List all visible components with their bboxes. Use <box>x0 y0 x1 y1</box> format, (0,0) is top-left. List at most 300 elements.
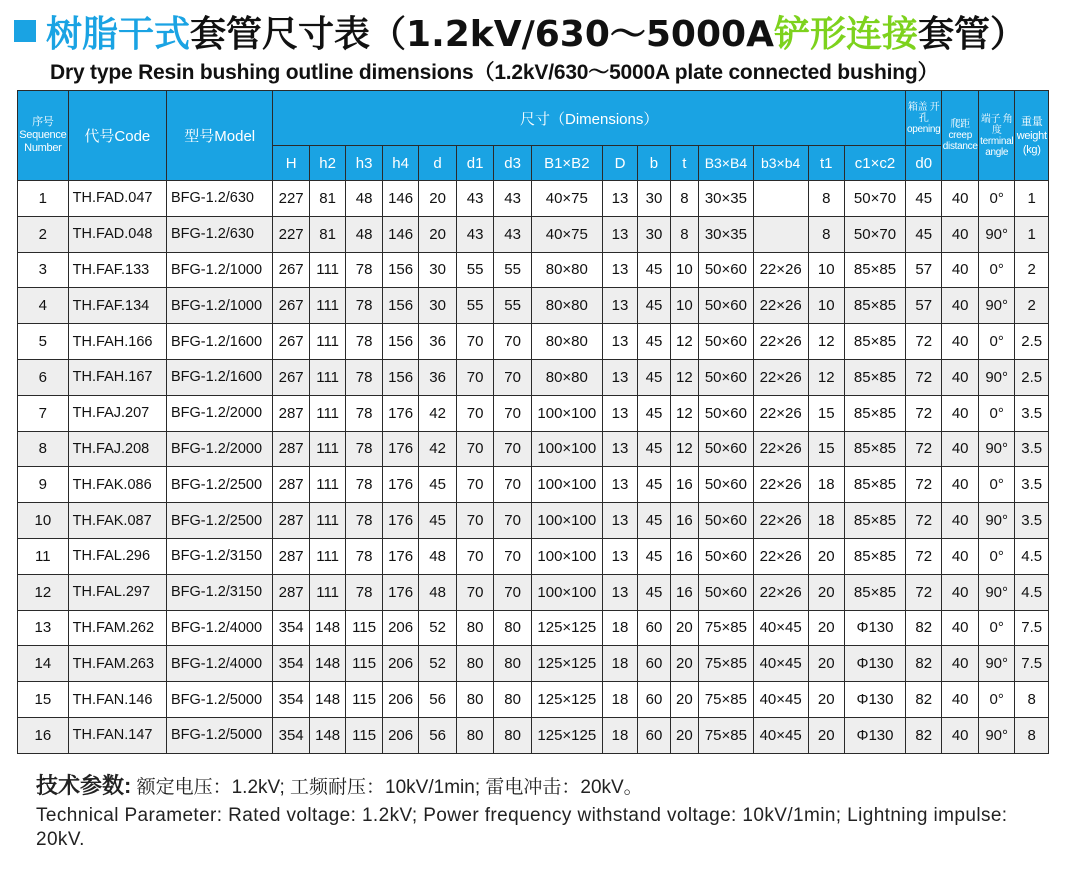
table-cell: 176 <box>382 574 418 610</box>
table-cell: 20 <box>808 538 844 574</box>
table-cell: 100×100 <box>531 574 602 610</box>
table-cell: 90° <box>978 288 1014 324</box>
table-cell: 22×26 <box>753 503 808 539</box>
table-row <box>18 324 1049 360</box>
table-cell: 111 <box>309 503 345 539</box>
table-cell: 40 <box>942 395 978 431</box>
table-cell: 40 <box>942 359 978 395</box>
table-cell: 3.5 <box>1015 431 1049 467</box>
table-cell: 82 <box>905 717 941 753</box>
table-cell: TH.FAF.134 <box>68 288 166 324</box>
table-cell: 42 <box>419 431 457 467</box>
table-cell: 52 <box>419 610 457 646</box>
table-cell: 55 <box>456 252 494 288</box>
table-cell: 16 <box>670 574 698 610</box>
table-cell: 85×85 <box>845 467 906 503</box>
table-cell: 10 <box>670 252 698 288</box>
table-cell: 70 <box>494 467 532 503</box>
table-cell: 125×125 <box>531 610 602 646</box>
table-cell: 90° <box>978 503 1014 539</box>
table-cell: 45 <box>638 395 670 431</box>
table-cell: 20 <box>808 610 844 646</box>
table-cell: 70 <box>494 431 532 467</box>
table-cell: 45 <box>905 181 941 217</box>
table-cell: 354 <box>273 610 309 646</box>
table-cell: 3.5 <box>1015 467 1049 503</box>
table-cell: 36 <box>419 324 457 360</box>
table-cell: 16 <box>670 503 698 539</box>
table-cell: 0° <box>978 467 1014 503</box>
table-cell: 43 <box>456 181 494 217</box>
col-c1xc2: c1×c2 <box>845 146 906 181</box>
table-cell: 40×45 <box>753 610 808 646</box>
table-cell: 12 <box>670 395 698 431</box>
table-cell: 13 <box>602 216 637 252</box>
table-cell: BFG-1.2/1600 <box>166 359 272 395</box>
table-cell: BFG-1.2/630 <box>166 181 272 217</box>
table-cell: 176 <box>382 431 418 467</box>
header-weight: 重量 weight (kg) <box>1015 91 1049 181</box>
table-cell: TH.FAF.133 <box>68 252 166 288</box>
table-cell: 1 <box>1015 181 1049 217</box>
table-cell: 20 <box>419 216 457 252</box>
table-cell: 80 <box>494 717 532 753</box>
table-cell: 22×26 <box>753 324 808 360</box>
table-cell: 176 <box>382 395 418 431</box>
table-cell: 111 <box>309 324 345 360</box>
table-cell: 6 <box>18 359 69 395</box>
col-d0: d0 <box>905 146 941 181</box>
table-cell: 43 <box>456 216 494 252</box>
table-cell: 267 <box>273 324 309 360</box>
table-cell: 50×60 <box>699 431 754 467</box>
page-title <box>14 6 1026 56</box>
table-cell: 176 <box>382 467 418 503</box>
table-cell <box>753 181 808 217</box>
table-cell: 50×70 <box>845 216 906 252</box>
table-cell: 60 <box>638 682 670 718</box>
table-cell: 146 <box>382 216 418 252</box>
page-subtitle: Dry type Resin bushing outline dimensions（1.2kV/630～5000A plate connected bushing） <box>50 61 939 84</box>
table-cell: 42 <box>419 395 457 431</box>
table-cell: 40 <box>942 431 978 467</box>
header-code: 代号Code <box>68 91 166 181</box>
table-cell: 72 <box>905 324 941 360</box>
table-cell: 70 <box>456 538 494 574</box>
table-cell: 13 <box>602 503 637 539</box>
table-cell: 0° <box>978 252 1014 288</box>
table-cell: TH.FAL.297 <box>68 574 166 610</box>
table-cell: Φ130 <box>845 646 906 682</box>
table-row <box>18 646 1049 682</box>
table-cell: 287 <box>273 503 309 539</box>
table-cell: 354 <box>273 646 309 682</box>
table-cell: BFG-1.2/2000 <box>166 395 272 431</box>
table-cell: 267 <box>273 252 309 288</box>
header-opening: 箱盖 开孔 opening <box>905 91 941 146</box>
table-cell: 30 <box>419 288 457 324</box>
table-cell: 70 <box>456 574 494 610</box>
table-cell: 60 <box>638 610 670 646</box>
table-cell: 13 <box>602 181 637 217</box>
table-cell: 75×85 <box>699 682 754 718</box>
table-cell: 55 <box>456 288 494 324</box>
table-cell: 50×60 <box>699 359 754 395</box>
table-row <box>18 610 1049 646</box>
table-cell: 10 <box>808 288 844 324</box>
table-cell: 0° <box>978 395 1014 431</box>
table-cell: 100×100 <box>531 467 602 503</box>
table-cell: 78 <box>346 395 382 431</box>
table-cell: 80×80 <box>531 359 602 395</box>
table-cell: 7 <box>18 395 69 431</box>
table-cell: 90° <box>978 574 1014 610</box>
header-creep-distance: 爬距 creep distance <box>942 91 978 181</box>
table-cell: 72 <box>905 574 941 610</box>
table-row <box>18 181 1049 217</box>
table-cell: 72 <box>905 359 941 395</box>
table-cell: 206 <box>382 682 418 718</box>
table-cell: BFG-1.2/2500 <box>166 503 272 539</box>
table-cell: 22×26 <box>753 538 808 574</box>
table-cell: 70 <box>456 503 494 539</box>
table-cell: 78 <box>346 324 382 360</box>
table-cell: TH.FAN.146 <box>68 682 166 718</box>
table-cell: 287 <box>273 467 309 503</box>
table-cell: 115 <box>346 717 382 753</box>
table-cell: TH.FAM.262 <box>68 610 166 646</box>
table-cell: 40 <box>942 252 978 288</box>
table-cell: 48 <box>346 181 382 217</box>
table-cell: 9 <box>18 467 69 503</box>
table-cell: 50×60 <box>699 467 754 503</box>
table-cell: 206 <box>382 717 418 753</box>
table-cell: BFG-1.2/3150 <box>166 538 272 574</box>
table-cell: 13 <box>602 395 637 431</box>
table-cell: 2 <box>18 216 69 252</box>
table-cell: 75×85 <box>699 610 754 646</box>
table-cell: 40×45 <box>753 646 808 682</box>
table-cell: 90° <box>978 216 1014 252</box>
table-cell: 4 <box>18 288 69 324</box>
table-cell: 8 <box>808 216 844 252</box>
table-cell: 85×85 <box>845 503 906 539</box>
table-cell: 20 <box>670 717 698 753</box>
table-cell: 176 <box>382 503 418 539</box>
table-cell: 75×85 <box>699 717 754 753</box>
table-cell: 20 <box>808 574 844 610</box>
table-cell: 20 <box>670 610 698 646</box>
table-cell: 16 <box>18 717 69 753</box>
col-B1xB2: B1×B2 <box>531 146 602 181</box>
table-cell: 125×125 <box>531 646 602 682</box>
table-cell: TH.FAD.048 <box>68 216 166 252</box>
col-H: H <box>273 146 309 181</box>
table-cell: 10 <box>18 503 69 539</box>
table-cell: BFG-1.2/2500 <box>166 467 272 503</box>
table-cell: TH.FAL.296 <box>68 538 166 574</box>
table-cell: 115 <box>346 682 382 718</box>
table-cell: 78 <box>346 538 382 574</box>
table-cell: 90° <box>978 431 1014 467</box>
table-cell: 2.5 <box>1015 324 1049 360</box>
table-cell: 80 <box>494 610 532 646</box>
col-D: D <box>602 146 637 181</box>
table-cell: 40 <box>942 538 978 574</box>
table-cell: 100×100 <box>531 431 602 467</box>
table-cell: 85×85 <box>845 359 906 395</box>
table-cell: 22×26 <box>753 395 808 431</box>
table-cell: 82 <box>905 682 941 718</box>
table-cell: 81 <box>309 216 345 252</box>
table-cell: 1 <box>18 181 69 217</box>
table-cell: 90° <box>978 359 1014 395</box>
table-cell: 287 <box>273 431 309 467</box>
col-h2: h2 <box>309 146 345 181</box>
table-row <box>18 252 1049 288</box>
table-cell: 80×80 <box>531 288 602 324</box>
table-cell: 78 <box>346 467 382 503</box>
table-cell: 111 <box>309 288 345 324</box>
table-cell: 80×80 <box>531 324 602 360</box>
table-cell: 40×45 <box>753 717 808 753</box>
table-cell: 22×26 <box>753 359 808 395</box>
table-cell: 125×125 <box>531 717 602 753</box>
table-cell: TH.FAK.086 <box>68 467 166 503</box>
table-cell: 13 <box>602 359 637 395</box>
table-cell: 2 <box>1015 252 1049 288</box>
table-row <box>18 216 1049 252</box>
table-cell: 78 <box>346 252 382 288</box>
table-cell: 16 <box>670 538 698 574</box>
table-cell: 70 <box>456 395 494 431</box>
table-cell: 70 <box>494 538 532 574</box>
table-cell: 0° <box>978 324 1014 360</box>
table-cell: 45 <box>638 503 670 539</box>
table-cell: 78 <box>346 288 382 324</box>
table-cell: 40 <box>942 717 978 753</box>
table-body <box>18 181 1049 754</box>
col-t1: t1 <box>808 146 844 181</box>
table-cell: 30×35 <box>699 216 754 252</box>
table-cell: 100×100 <box>531 395 602 431</box>
table-cell: 85×85 <box>845 324 906 360</box>
table-cell: 111 <box>309 538 345 574</box>
table-cell: 45 <box>638 467 670 503</box>
table-cell: 70 <box>494 503 532 539</box>
table-cell: 57 <box>905 288 941 324</box>
col-b: b <box>638 146 670 181</box>
table-cell: 55 <box>494 252 532 288</box>
table-cell: 70 <box>456 467 494 503</box>
table-cell: 60 <box>638 646 670 682</box>
table-cell: BFG-1.2/630 <box>166 216 272 252</box>
table-cell: 18 <box>602 717 637 753</box>
table-cell: 0° <box>978 181 1014 217</box>
table-cell: 4.5 <box>1015 574 1049 610</box>
table-cell: 12 <box>808 359 844 395</box>
tech-params-en: Technical Parameter: Rated voltage: 1.2kV; Power frequency withstand voltage: 10kV/1min; Lightning impulse: 20kV. <box>36 805 1008 850</box>
table-cell: 148 <box>309 717 345 753</box>
tech-params-cn-text: 额定电压：1.2kV; 工频耐压：10kV/1min; 雷电冲击：20kV。 <box>136 777 643 798</box>
table-cell: 1 <box>1015 216 1049 252</box>
table-cell: 80 <box>456 646 494 682</box>
table-cell: 60 <box>638 717 670 753</box>
table-cell: 156 <box>382 324 418 360</box>
table-cell: 111 <box>309 431 345 467</box>
table-cell: 111 <box>309 574 345 610</box>
table-cell: TH.FAJ.208 <box>68 431 166 467</box>
table-cell: 78 <box>346 574 382 610</box>
table-cell: 18 <box>808 503 844 539</box>
table-row <box>18 574 1049 610</box>
table-cell: 72 <box>905 467 941 503</box>
table-cell: 287 <box>273 538 309 574</box>
table-cell: 81 <box>309 181 345 217</box>
table-cell: 146 <box>382 181 418 217</box>
table-cell: 8 <box>670 216 698 252</box>
table-cell: 15 <box>18 682 69 718</box>
table-cell: 18 <box>602 646 637 682</box>
table-cell: 56 <box>419 682 457 718</box>
table-cell: 12 <box>808 324 844 360</box>
table-cell: 18 <box>808 467 844 503</box>
title-part-bushing-table: 套管尺寸表（1.2kV/630～5000A <box>190 13 774 55</box>
table-cell: 176 <box>382 538 418 574</box>
table-cell: 7.5 <box>1015 646 1049 682</box>
table-cell: 11 <box>18 538 69 574</box>
table-cell: BFG-1.2/1000 <box>166 288 272 324</box>
table-cell: 0° <box>978 682 1014 718</box>
table-cell: 43 <box>494 181 532 217</box>
table-cell: 82 <box>905 610 941 646</box>
table-cell: 22×26 <box>753 574 808 610</box>
col-t: t <box>670 146 698 181</box>
table-cell: 40 <box>942 181 978 217</box>
table-cell <box>753 216 808 252</box>
table-cell: 30 <box>638 181 670 217</box>
table-cell: Φ130 <box>845 682 906 718</box>
table-cell: 30×35 <box>699 181 754 217</box>
table-cell: 50×60 <box>699 288 754 324</box>
table-cell: 5 <box>18 324 69 360</box>
table-cell: 156 <box>382 252 418 288</box>
table-cell: 20 <box>670 646 698 682</box>
table-cell: 3.5 <box>1015 395 1049 431</box>
table-cell: Φ130 <box>845 717 906 753</box>
table-cell: 227 <box>273 181 309 217</box>
table-cell: 125×125 <box>531 682 602 718</box>
table-cell: 2 <box>1015 288 1049 324</box>
table-cell: 45 <box>638 288 670 324</box>
table-cell: 12 <box>670 359 698 395</box>
table-cell: 72 <box>905 395 941 431</box>
title-part-plate-connection: 铲形连接 <box>773 13 918 55</box>
table-cell: 10 <box>670 288 698 324</box>
table-cell: 43 <box>494 216 532 252</box>
tech-params-label: 技术参数: <box>36 773 132 798</box>
title-part-resin-dry: 树脂干式 <box>46 13 191 55</box>
table-cell: 85×85 <box>845 574 906 610</box>
table-cell: 40 <box>942 467 978 503</box>
table-cell: 22×26 <box>753 467 808 503</box>
table-cell: 8 <box>1015 717 1049 753</box>
table-cell: 20 <box>419 181 457 217</box>
table-cell: 85×85 <box>845 395 906 431</box>
table-cell: 30 <box>419 252 457 288</box>
table-cell: 80 <box>456 682 494 718</box>
table-cell: TH.FAJ.207 <box>68 395 166 431</box>
table-cell: 8 <box>670 181 698 217</box>
table-cell: 45 <box>638 431 670 467</box>
table-cell: 48 <box>419 538 457 574</box>
table-cell: 148 <box>309 646 345 682</box>
table-cell: 227 <box>273 216 309 252</box>
table-cell: 45 <box>905 216 941 252</box>
table-cell: 13 <box>602 431 637 467</box>
table-cell: 36 <box>419 359 457 395</box>
table-cell: 45 <box>638 252 670 288</box>
table-cell: 20 <box>808 682 844 718</box>
table-cell: 22×26 <box>753 252 808 288</box>
table-row <box>18 503 1049 539</box>
table-cell: 22×26 <box>753 288 808 324</box>
table-cell: 72 <box>905 431 941 467</box>
table-cell: 40×75 <box>531 181 602 217</box>
table-cell: 40 <box>942 288 978 324</box>
table-cell: 45 <box>419 503 457 539</box>
table-cell: 30 <box>638 216 670 252</box>
table-cell: 40×75 <box>531 216 602 252</box>
table-cell: 78 <box>346 431 382 467</box>
table-cell: 15 <box>808 395 844 431</box>
col-d1: d1 <box>456 146 494 181</box>
col-B3xB4: B3×B4 <box>699 146 754 181</box>
table-cell: 354 <box>273 717 309 753</box>
table-cell: 40 <box>942 574 978 610</box>
col-d: d <box>419 146 457 181</box>
table-cell: 45 <box>419 467 457 503</box>
table-cell: 75×85 <box>699 646 754 682</box>
table-cell: 70 <box>456 431 494 467</box>
table-cell: 45 <box>638 538 670 574</box>
table-cell: 148 <box>309 610 345 646</box>
table-cell: 100×100 <box>531 503 602 539</box>
table-cell: 40 <box>942 610 978 646</box>
table-cell: 56 <box>419 717 457 753</box>
dimensions-table <box>17 90 1049 754</box>
table-cell: 156 <box>382 359 418 395</box>
table-row <box>18 682 1049 718</box>
square-bullet-icon <box>14 20 36 42</box>
table-cell: 52 <box>419 646 457 682</box>
table-cell: 8 <box>18 431 69 467</box>
table-cell: 13 <box>602 324 637 360</box>
table-cell: 80 <box>456 610 494 646</box>
table-cell: 90° <box>978 646 1014 682</box>
table-cell: 12 <box>18 574 69 610</box>
table-cell: BFG-1.2/4000 <box>166 646 272 682</box>
table-cell: 85×85 <box>845 288 906 324</box>
table-cell: 2.5 <box>1015 359 1049 395</box>
table-cell: 8 <box>808 181 844 217</box>
table-cell: BFG-1.2/2000 <box>166 431 272 467</box>
table-cell: TH.FAN.147 <box>68 717 166 753</box>
table-cell: 40 <box>942 216 978 252</box>
table-cell: 287 <box>273 395 309 431</box>
table-cell: 206 <box>382 610 418 646</box>
table-cell: 13 <box>602 252 637 288</box>
